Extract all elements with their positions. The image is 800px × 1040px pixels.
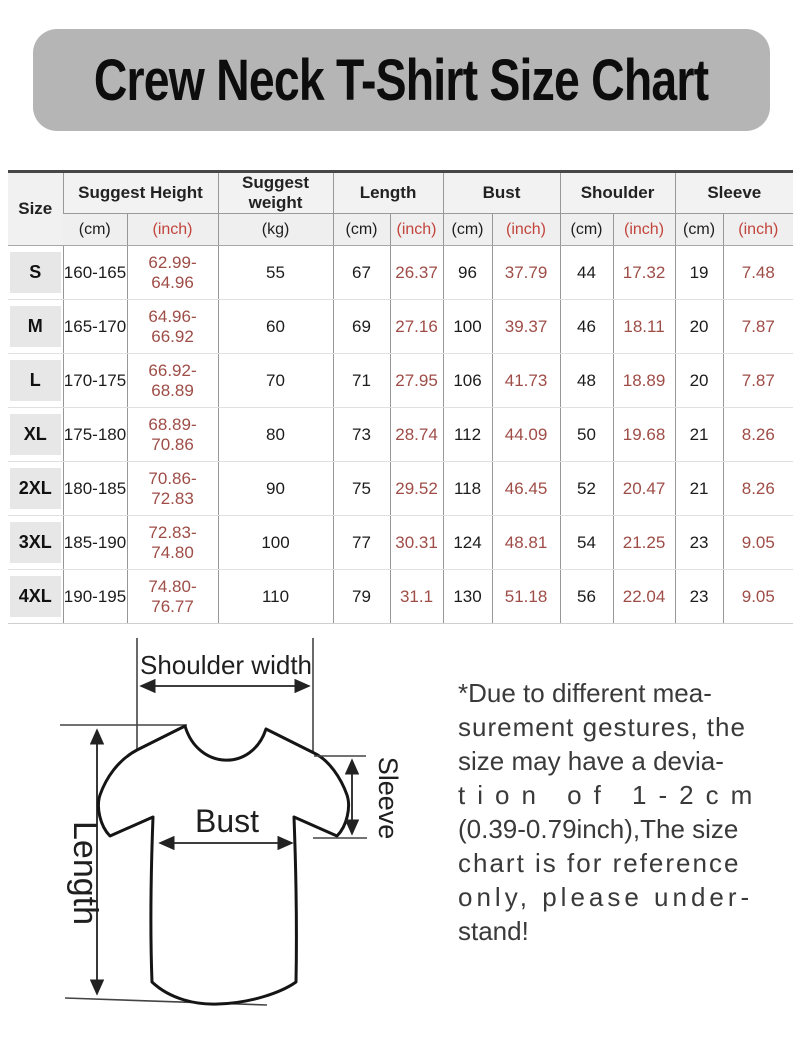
value-cell: 46.45 <box>492 462 560 516</box>
value-cell: 73 <box>333 408 390 462</box>
value-cell: 8.26 <box>723 408 793 462</box>
value-cell: 7.87 <box>723 354 793 408</box>
size-label: 4XL <box>10 576 61 617</box>
value-cell: 110 <box>218 570 333 624</box>
value-cell: 8.26 <box>723 462 793 516</box>
value-cell: 190-195 <box>63 570 127 624</box>
size-chart-table <box>8 170 793 624</box>
value-cell: 64.96-66.92 <box>127 300 218 354</box>
size-label: 2XL <box>10 468 61 509</box>
value-cell: 69 <box>333 300 390 354</box>
value-cell: 180-185 <box>63 462 127 516</box>
value-cell: 71 <box>333 354 390 408</box>
value-cell: 19 <box>675 246 723 300</box>
header-bust: Bust <box>443 172 560 214</box>
value-cell: 75 <box>333 462 390 516</box>
value-cell: 44 <box>560 246 613 300</box>
value-cell: 18.89 <box>613 354 675 408</box>
table-row <box>8 354 793 408</box>
note-line: *Due to different mea- <box>458 678 712 708</box>
unit-shoulder-cm: (cm) <box>560 214 613 246</box>
unit-bust-cm: (cm) <box>443 214 492 246</box>
size-cell <box>8 408 63 462</box>
value-cell: 44.09 <box>492 408 560 462</box>
value-cell: 37.79 <box>492 246 560 300</box>
value-cell: 72.83-74.80 <box>127 516 218 570</box>
value-cell: 30.31 <box>390 516 443 570</box>
unit-height-cm: (cm) <box>63 214 127 246</box>
note-line: surement gestures, the <box>458 712 746 742</box>
table-row <box>8 246 793 300</box>
value-cell: 67 <box>333 246 390 300</box>
note-line: (0.39-0.79inch),The size <box>458 814 739 844</box>
table-row <box>8 300 793 354</box>
value-cell: 80 <box>218 408 333 462</box>
size-label: L <box>10 360 61 401</box>
header-unit-row <box>8 214 793 246</box>
size-cell <box>8 354 63 408</box>
value-cell: 60 <box>218 300 333 354</box>
value-cell: 21 <box>675 462 723 516</box>
value-cell: 20 <box>675 354 723 408</box>
value-cell: 26.37 <box>390 246 443 300</box>
value-cell: 124 <box>443 516 492 570</box>
note-line: size may have a devia- <box>458 746 724 776</box>
table-row <box>8 516 793 570</box>
unit-sleeve-cm: (cm) <box>675 214 723 246</box>
value-cell: 21 <box>675 408 723 462</box>
note-line: chart is for reference <box>458 848 741 878</box>
size-table-body <box>8 246 793 624</box>
value-cell: 160-165 <box>63 246 127 300</box>
value-cell: 62.99-64.96 <box>127 246 218 300</box>
value-cell: 100 <box>443 300 492 354</box>
value-cell: 20 <box>675 300 723 354</box>
table-row <box>8 570 793 624</box>
value-cell: 19.68 <box>613 408 675 462</box>
value-cell: 66.92-68.89 <box>127 354 218 408</box>
size-label: M <box>10 306 61 347</box>
title-banner <box>33 29 770 131</box>
value-cell: 185-190 <box>63 516 127 570</box>
value-cell: 7.87 <box>723 300 793 354</box>
unit-shoulder-inch: (inch) <box>613 214 675 246</box>
value-cell: 77 <box>333 516 390 570</box>
value-cell: 54 <box>560 516 613 570</box>
header-suggest-height: Suggest Height <box>63 172 218 214</box>
unit-bust-inch: (inch) <box>492 214 560 246</box>
value-cell: 68.89-70.86 <box>127 408 218 462</box>
value-cell: 118 <box>443 462 492 516</box>
size-label: S <box>10 252 61 293</box>
size-cell <box>8 570 63 624</box>
value-cell: 21.25 <box>613 516 675 570</box>
value-cell: 17.32 <box>613 246 675 300</box>
value-cell: 20.47 <box>613 462 675 516</box>
length-label: Length <box>66 821 104 925</box>
tshirt-measure-diagram <box>30 630 450 1040</box>
header-shoulder: Shoulder <box>560 172 675 214</box>
value-cell: 28.74 <box>390 408 443 462</box>
value-cell: 7.48 <box>723 246 793 300</box>
size-cell <box>8 300 63 354</box>
value-cell: 55 <box>218 246 333 300</box>
value-cell: 96 <box>443 246 492 300</box>
value-cell: 70 <box>218 354 333 408</box>
value-cell: 41.73 <box>492 354 560 408</box>
value-cell: 9.05 <box>723 570 793 624</box>
unit-length-cm: (cm) <box>333 214 390 246</box>
note-line: only, please under- <box>458 882 754 912</box>
note-text <box>458 676 792 948</box>
header-sleeve: Sleeve <box>675 172 793 214</box>
note-line: stand! <box>458 916 529 946</box>
value-cell: 48.81 <box>492 516 560 570</box>
note-line: tion of 1-2cm <box>458 780 765 810</box>
header-group-row <box>8 172 793 214</box>
unit-weight-kg: (kg) <box>218 214 333 246</box>
value-cell: 56 <box>560 570 613 624</box>
value-cell: 18.11 <box>613 300 675 354</box>
value-cell: 39.37 <box>492 300 560 354</box>
value-cell: 52 <box>560 462 613 516</box>
value-cell: 100 <box>218 516 333 570</box>
size-cell <box>8 516 63 570</box>
value-cell: 170-175 <box>63 354 127 408</box>
tshirt-outline <box>98 726 348 1004</box>
value-cell: 106 <box>443 354 492 408</box>
size-label: XL <box>10 414 61 455</box>
sleeve-label: Sleeve <box>373 756 403 840</box>
header-size: Size <box>8 172 63 246</box>
value-cell: 175-180 <box>63 408 127 462</box>
table-row <box>8 462 793 516</box>
page-title: Crew Neck T-Shirt Size Chart <box>94 47 709 113</box>
value-cell: 50 <box>560 408 613 462</box>
value-cell: 46 <box>560 300 613 354</box>
size-cell <box>8 462 63 516</box>
value-cell: 22.04 <box>613 570 675 624</box>
unit-height-inch: (inch) <box>127 214 218 246</box>
table-row <box>8 408 793 462</box>
header-length: Length <box>333 172 443 214</box>
value-cell: 27.16 <box>390 300 443 354</box>
value-cell: 23 <box>675 570 723 624</box>
value-cell: 51.18 <box>492 570 560 624</box>
value-cell: 79 <box>333 570 390 624</box>
value-cell: 165-170 <box>63 300 127 354</box>
value-cell: 9.05 <box>723 516 793 570</box>
value-cell: 90 <box>218 462 333 516</box>
value-cell: 74.80-76.77 <box>127 570 218 624</box>
bust-label: Bust <box>194 803 260 839</box>
value-cell: 29.52 <box>390 462 443 516</box>
value-cell: 70.86-72.83 <box>127 462 218 516</box>
unit-length-inch: (inch) <box>390 214 443 246</box>
value-cell: 31.1 <box>390 570 443 624</box>
size-label: 3XL <box>10 522 61 563</box>
value-cell: 48 <box>560 354 613 408</box>
value-cell: 112 <box>443 408 492 462</box>
size-cell <box>8 246 63 300</box>
shoulder-width-label: Shoulder width <box>140 650 312 680</box>
value-cell: 130 <box>443 570 492 624</box>
value-cell: 23 <box>675 516 723 570</box>
value-cell: 27.95 <box>390 354 443 408</box>
unit-sleeve-inch: (inch) <box>723 214 793 246</box>
header-suggest-weight: Suggest weight <box>218 172 333 214</box>
